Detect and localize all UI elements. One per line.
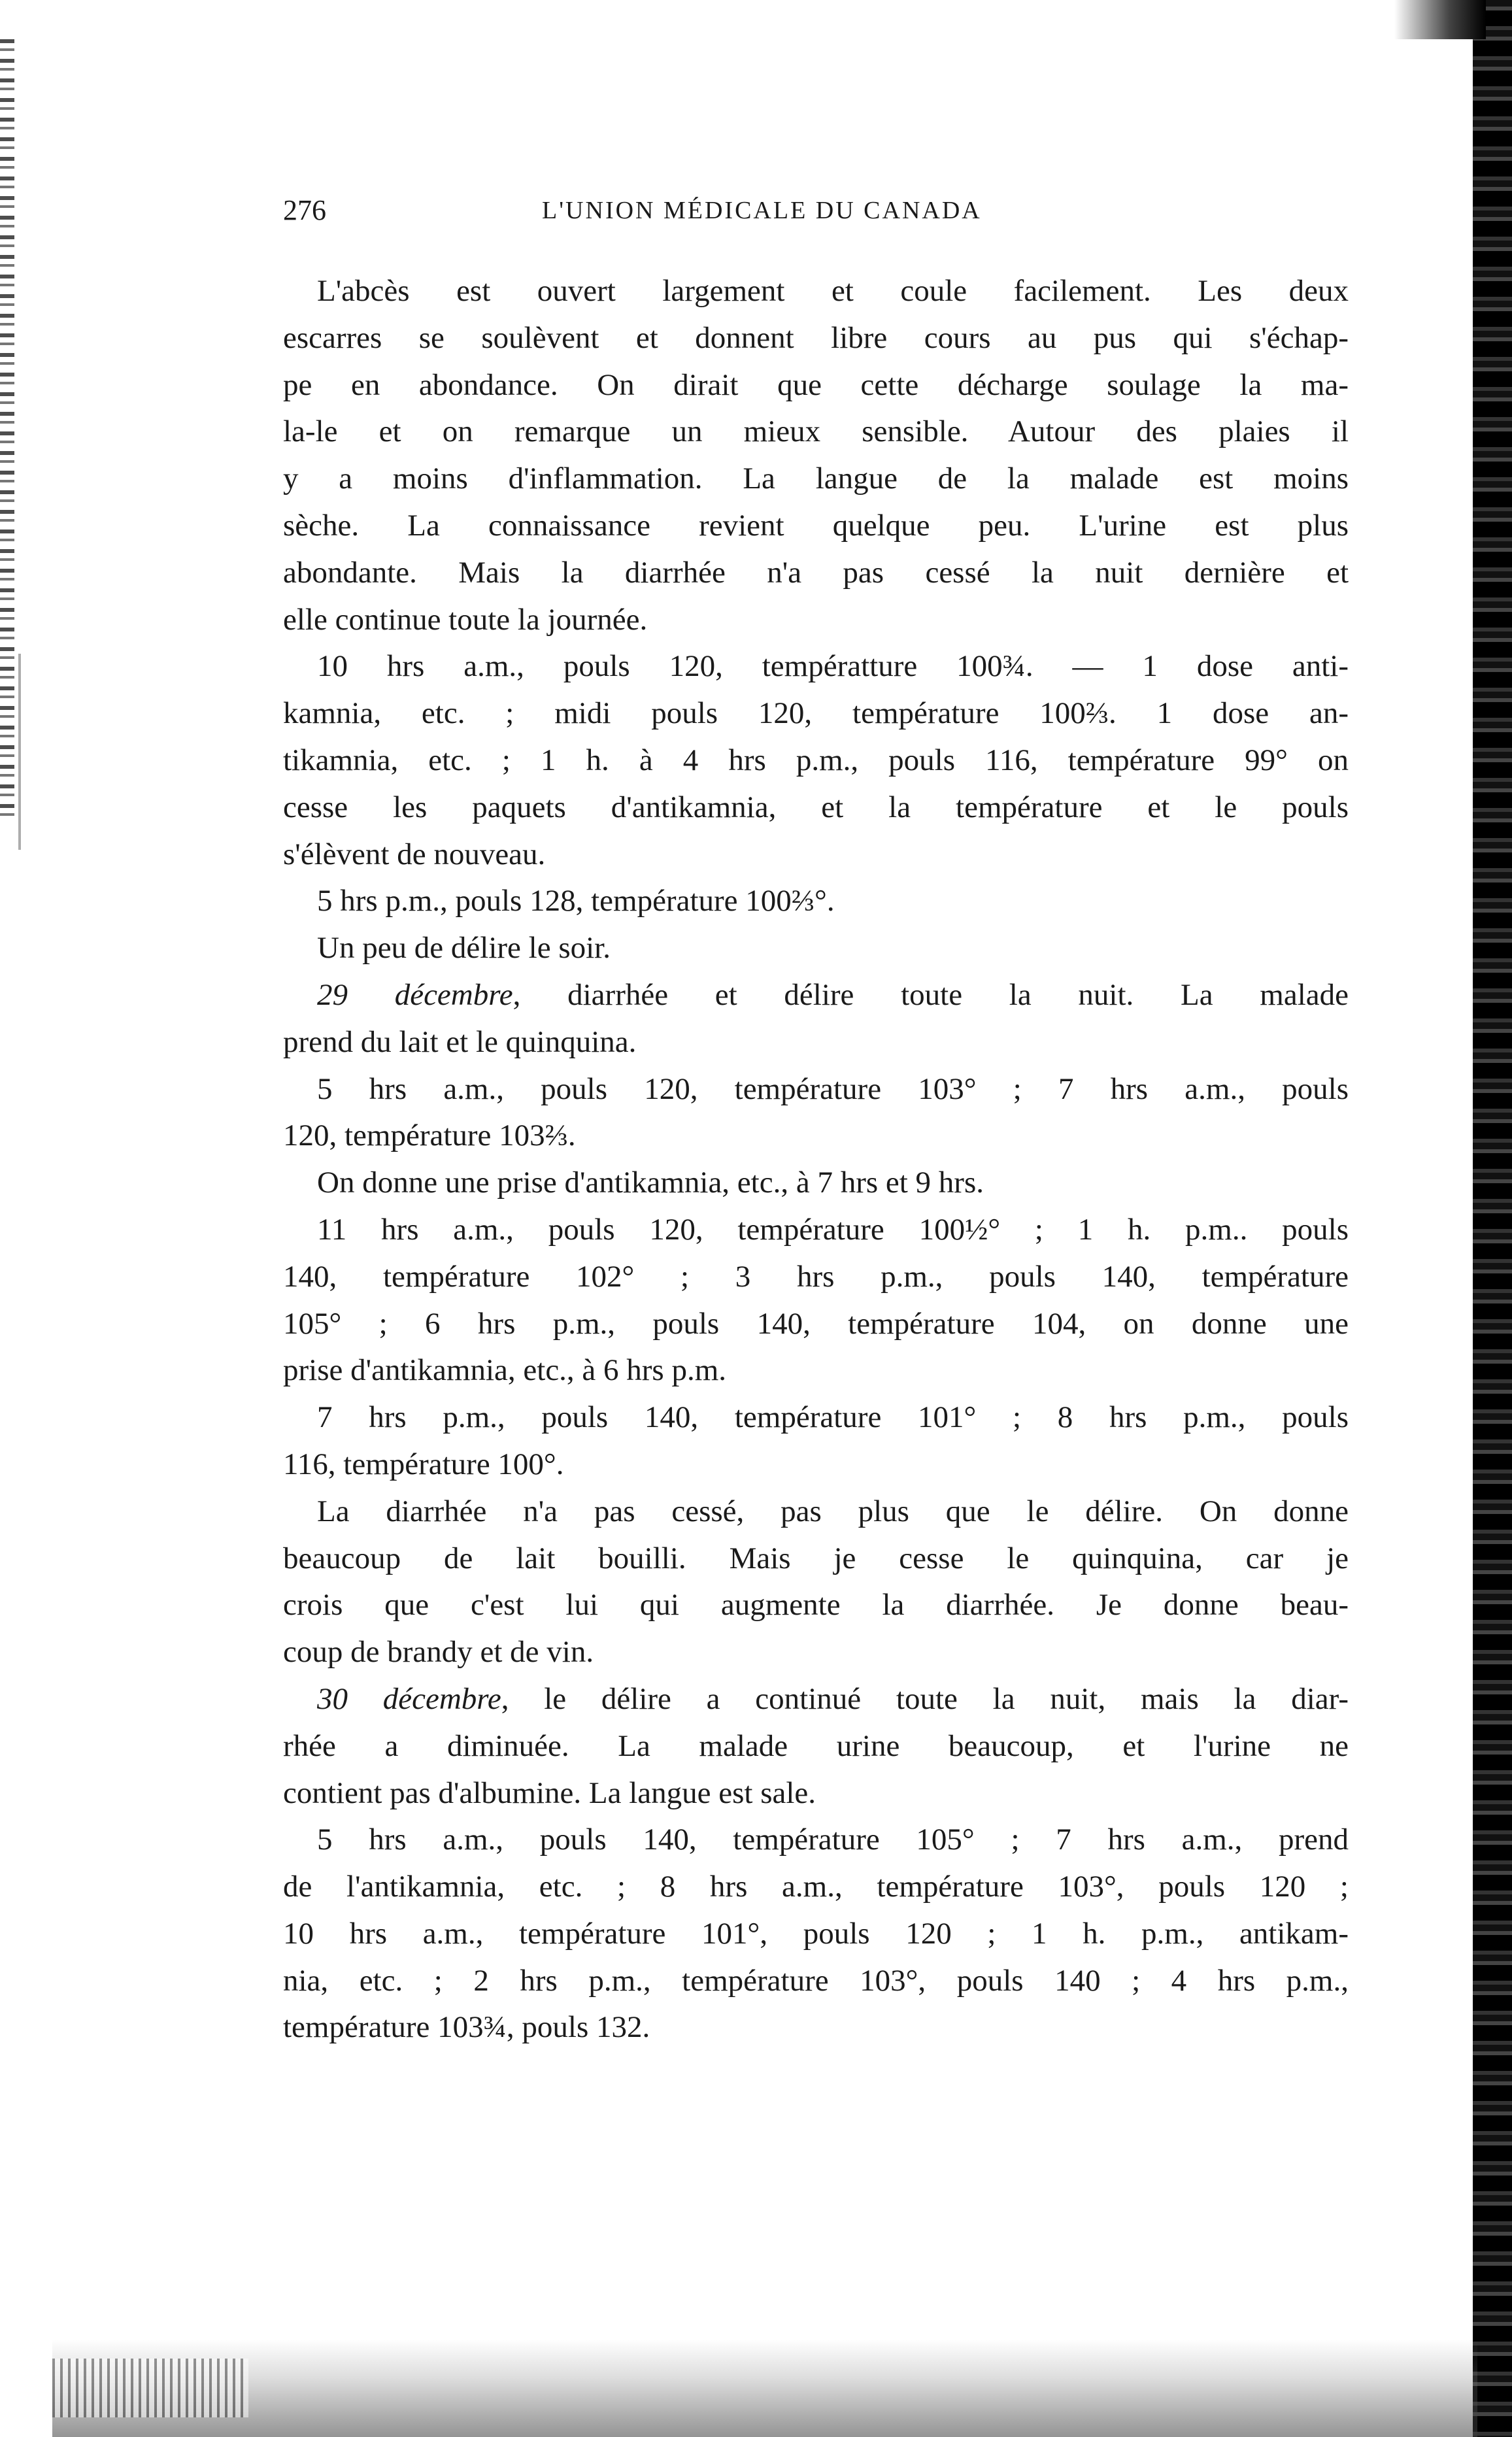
line-text: température 103¾, pouls 132. [283,2010,650,2045]
text-line [283,1160,1349,1207]
text-line [283,1536,1349,1583]
text-line [283,2004,1349,2051]
line-text: 120, température 103⅔. [283,1118,576,1153]
text-line [283,1770,1349,1817]
line-text: 5 hrs a.m., pouls 120, température 103° ; 7 hrs a.m., pouls [317,1071,1349,1106]
text-line [283,1066,1349,1113]
text-line [283,1723,1349,1770]
line-text: , le délire a continué toute la nuit, mais la diar- [501,1681,1349,1716]
scan-edge-bottom-specks [52,2359,248,2417]
text-line [283,409,1349,456]
line-text: 10 hrs a.m., température 101°, pouls 120 ; 1 h. p.m., antikam- [283,1916,1349,1951]
date-heading: 29 décembre [317,977,513,1012]
line-text: La diarrhée n'a pas cessé, pas plus que le délire. On donne [317,1494,1349,1528]
text-line [283,1958,1349,2005]
text-line [283,1113,1349,1160]
line-text: prend du lait et le quinquina. [283,1024,637,1059]
text-line [283,1817,1349,1864]
line-text: pe en abondance. On dirait que cette décharge soulage la ma- [283,367,1349,402]
text-line [283,1864,1349,1911]
line-text: la-le et on remarque un mieux sensible. Autour des plaies il [283,414,1349,449]
text-line [283,925,1349,972]
line-text: L'abcès est ouvert largement et coule facilement. Les deux [317,274,1349,308]
text-line [283,972,1349,1019]
line-text: nia, etc. ; 2 hrs p.m., température 103°, pouls 140 ; 4 hrs p.m., [283,1963,1349,1998]
line-text: elle continue toute la journée. [283,602,648,637]
line-text: sèche. La connaissance revient quelque peu. L'urine est plus [283,508,1349,543]
text-line [283,550,1349,597]
text-line [283,832,1349,879]
scan-edge-left-mark [18,654,21,850]
text-line [283,643,1349,690]
text-line [283,1676,1349,1723]
line-text: 11 hrs a.m., pouls 120, température 100½° ; 1 h. p.m.. pouls [317,1212,1349,1247]
line-text: crois que c'est lui qui augmente la diarrhée. Je donne beau- [283,1588,1349,1622]
text-line [283,1254,1349,1301]
text-line [283,737,1349,784]
text-line [283,878,1349,925]
line-text: 5 hrs a.m., pouls 140, température 105° ; 7 hrs a.m., prend [317,1823,1349,1857]
line-text: 116, température 100°. [283,1447,564,1481]
text-line [283,503,1349,550]
line-text: prise d'antikamnia, etc., à 6 hrs p.m. [283,1353,727,1388]
text-line [283,315,1349,362]
journal-title: L'UNION MÉDICALE DU CANADA [542,197,982,224]
text-line [283,597,1349,644]
text-line [283,1207,1349,1254]
line-text: coup de brandy et de vin. [283,1635,594,1670]
line-text: 105° ; 6 hrs p.m., pouls 140, température 104, on donne une [283,1306,1349,1341]
line-text: contient pas d'albumine. La langue est sale. [283,1775,816,1810]
text-line [283,1301,1349,1348]
text-line [283,362,1349,409]
running-head [283,193,1368,233]
line-text: y a moins d'inflammation. La langue de la malade est moins [283,462,1349,496]
line-text: 10 hrs a.m., pouls 120, températture 100¾. — 1 dose anti- [317,649,1349,684]
scan-edge-right-corner [1394,0,1486,39]
text-line [283,1488,1349,1536]
scan-edge-right [1473,0,1512,2437]
article-body [283,268,1349,2051]
text-line [283,1911,1349,1958]
date-heading: 30 décembre [317,1681,501,1716]
line-text: escarres se soulèvent et donnent libre cours au pus qui s'échap- [283,320,1349,355]
line-text: rhée a diminuée. La malade urine beaucoup, et l'urine ne [283,1728,1349,1763]
text-line [283,268,1349,315]
line-text: de l'antikamnia, etc. ; 8 hrs a.m., température 103°, pouls 120 ; [283,1870,1349,1904]
text-line [283,1394,1349,1441]
page-number: 276 [283,194,326,226]
text-line [283,1347,1349,1394]
text-line [283,690,1349,737]
line-text: s'élèvent de nouveau. [283,837,546,871]
line-text: tikamnia, etc. ; 1 h. à 4 hrs p.m., pouls 116, température 99° on [283,743,1349,777]
line-text: abondante. Mais la diarrhée n'a pas cessé la nuit dernière et [283,555,1349,590]
line-text: cesse les paquets d'antikamnia, et la température et le pouls [283,790,1349,824]
text-line [283,1019,1349,1066]
line-text: , diarrhée et délire toute la nuit. La malade [512,977,1349,1012]
text-line [283,1441,1349,1488]
scan-edge-left [0,39,14,824]
line-text: beaucoup de lait bouilli. Mais je cesse le quinquina, car je [283,1541,1349,1575]
line-text: On donne une prise d'antikamnia, etc., à 7 hrs et 9 hrs. [317,1166,984,1200]
text-line [283,784,1349,832]
text-line [283,1582,1349,1629]
line-text: kamnia, etc. ; midi pouls 120, température 100⅔. 1 dose an- [283,696,1349,731]
scan-edge-bottom [52,2339,1477,2437]
text-line [283,456,1349,503]
line-text: 7 hrs p.m., pouls 140, température 101° ; 8 hrs p.m., pouls [317,1400,1349,1435]
line-text: Un peu de délire le soir. [317,931,611,966]
text-line [283,1629,1349,1676]
line-text: 5 hrs p.m., pouls 128, température 100⅔°. [317,884,835,918]
line-text: 140, température 102° ; 3 hrs p.m., pouls 140, température [283,1259,1349,1294]
